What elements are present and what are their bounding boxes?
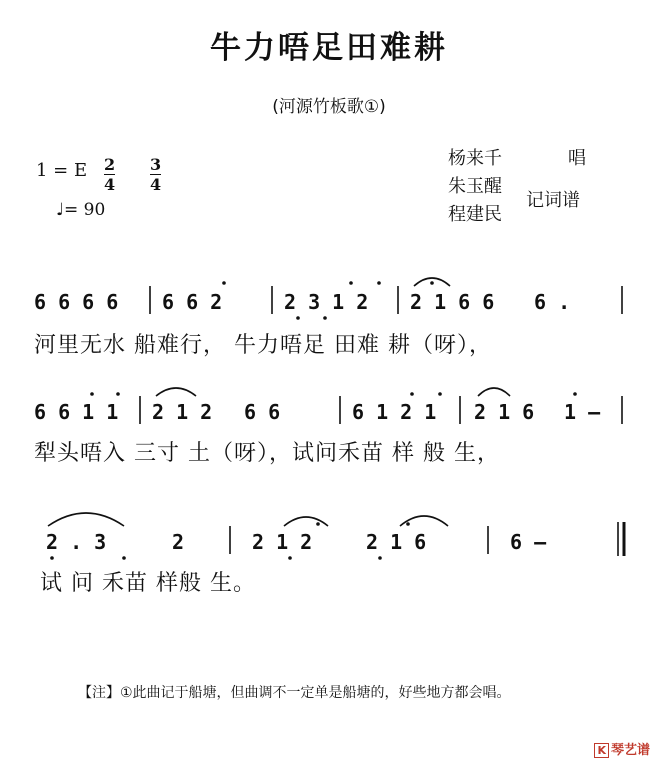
transcriber-2: 程建民 xyxy=(448,204,502,225)
octave-dot xyxy=(116,392,120,396)
octave-dot xyxy=(406,522,410,526)
transcriber-1: 朱玉醒 xyxy=(448,176,502,197)
slur xyxy=(478,388,510,396)
octave-dot xyxy=(90,392,94,396)
notes-line2-bar6: 1 – xyxy=(564,400,601,424)
singer-name: 杨来千 xyxy=(448,148,502,169)
octave-dot xyxy=(296,316,300,320)
octave-dot xyxy=(573,392,577,396)
song-subtitle: (河源竹板歌①) xyxy=(272,97,386,117)
time-signature-3-4: 3 4 xyxy=(150,155,162,194)
quarter-note-icon: ♩ xyxy=(56,200,65,220)
slur xyxy=(284,517,328,526)
slur xyxy=(156,388,196,396)
lyrics-line2: 犁头唔入 三寸 土（呀），试问禾苗 样 般 生， xyxy=(34,441,500,466)
notes-line3-bar1: 2 . 3 xyxy=(46,530,107,554)
tempo-marking: ♩= 90 xyxy=(56,200,106,220)
notes-line1-bar2: 6 6 2 xyxy=(162,290,223,314)
octave-dot xyxy=(349,281,353,285)
octave-dot xyxy=(410,392,414,396)
footnote: 【注】①此曲记于船塘，但曲调不一定单是船塘的，好些地方都会唱。 xyxy=(78,685,511,701)
notes-line3-bar5: 6 – xyxy=(510,530,547,554)
notes-line1-bar1: 6 6 6 6 xyxy=(34,290,119,314)
notes-line1-bar4: 2 1 6 6 xyxy=(410,290,495,314)
octave-dot xyxy=(323,316,327,320)
notes-line3-bar4: 2 1 6 xyxy=(366,530,427,554)
notes-line1-bar3: 2 3 1 2 xyxy=(284,290,369,314)
notes-line1-bar5: 6 . xyxy=(534,290,571,314)
notes-line2-bar5: 2 1 6 xyxy=(474,400,535,424)
slur xyxy=(48,513,124,526)
octave-dot xyxy=(288,556,292,560)
notes-line2-bar3: 6 6 xyxy=(244,400,281,424)
transcriber-role: 记词谱 xyxy=(526,190,580,211)
octave-dot xyxy=(122,556,126,560)
octave-dot xyxy=(222,281,226,285)
octave-dot xyxy=(438,392,442,396)
lyrics-line3: 试 问 禾苗 样般 生。 xyxy=(40,571,256,596)
song-title: 牛力唔足田难耕 xyxy=(210,30,448,66)
octave-dot xyxy=(378,556,382,560)
notes-line2-bar1: 6 6 1 1 xyxy=(34,400,119,424)
octave-dot xyxy=(316,522,320,526)
notes-line2-bar4: 6 1 2 1 xyxy=(352,400,437,424)
octave-dot xyxy=(430,281,434,285)
notes-line2-bar2: 2 1 2 xyxy=(152,400,213,424)
key-signature: 1 = E xyxy=(36,160,88,181)
octave-dot xyxy=(377,281,381,285)
watermark-logo: K 琴艺谱 xyxy=(594,739,650,758)
logo-mark-icon: K xyxy=(594,743,609,758)
singer-role: 唱 xyxy=(568,148,586,169)
notes-line3-bar2: 2 xyxy=(172,530,185,554)
octave-dot xyxy=(50,556,54,560)
time-signature-2-4: 2 4 xyxy=(104,155,116,194)
notes-line3-bar3: 2 1 2 xyxy=(252,530,313,554)
lyrics-line1: 河里无水 船难行， 牛力唔足 田难 耕（呀）， xyxy=(34,333,492,358)
